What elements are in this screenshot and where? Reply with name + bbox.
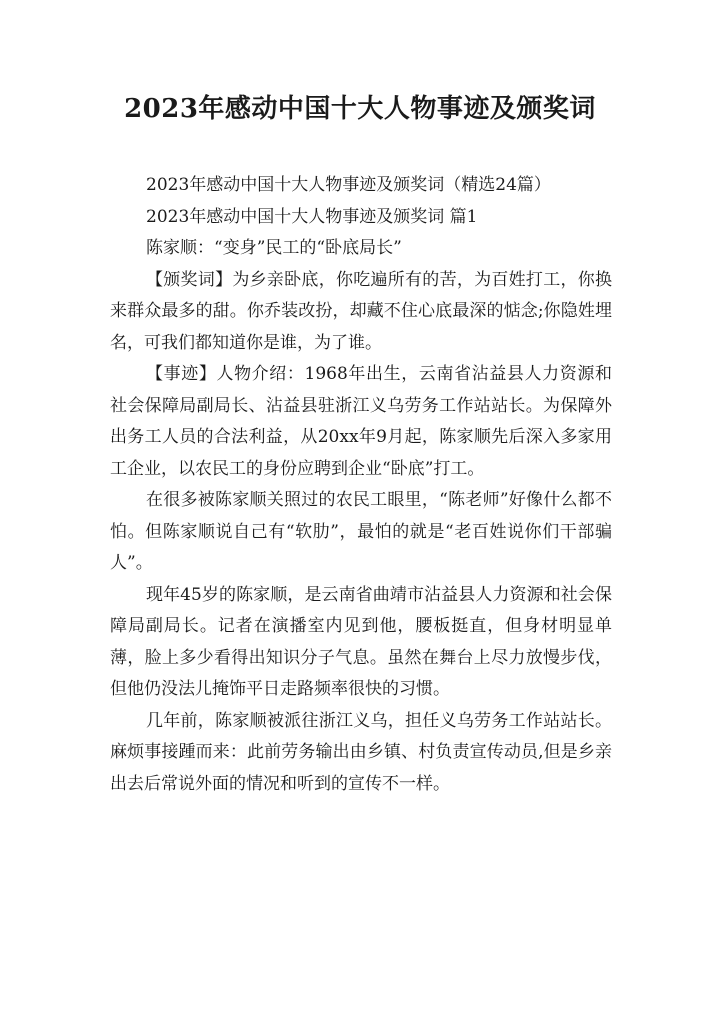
person-heading: 陈家顺：“变身”民工的“卧底局长” [146, 238, 402, 258]
document-title: 2023年感动中国十大人物事迹及颁奖词 [124, 94, 596, 124]
body-paragraph: 几年前，陈家顺被派往浙江义乌，担任义乌劳务工作站站长。麻烦事接踵而来：此前劳务输出由乡镇、村负责宣传动员,但是乡亲出去后常说外面的情况和听到的宣传不一样。 [110, 710, 612, 794]
body-paragraph: 在很多被陈家顺关照过的农民工眼里，“陈老师”好像什么都不怕。但陈家顺说自己有“软肋”，最怕的就是“老百姓说你们干部骗人”。 [110, 490, 612, 573]
award-citation-paragraph: 【颁奖词】为乡亲卧底，你吃遍所有的苦，为百姓打工，你换来群众最多的甜。你乔装改扮，却藏不住心底最深的惦念;你隐姓埋名，可我们都知道你是谁，为了谁。 [110, 269, 612, 353]
document-body [110, 170, 612, 800]
body-paragraph: 现年45岁的陈家顺，是云南省曲靖市沾益县人力资源和社会保障局副局长。记者在演播室内见到他，腰板挺直，但身材明显单薄，脸上多少看得出知识分子气息。虽然在舞台上尽力放慢步伐，但他仍没法儿掩饰平日走路频率很快的习惯。 [110, 584, 612, 699]
subtitle-paragraph: 2023年感动中国十大人物事迹及颁奖词（精选24篇） [146, 175, 551, 195]
deeds-paragraph: 【事迹】人物介绍：1968年出生，云南省沾益县人力资源和社会保障局副局长、沾益县驻浙江义乌劳务工作站站长。为保障外出务工人员的合法利益，从20xx年9月起，陈家顺先后深入多家用工企业，以农民工的身份应聘到企业“卧底”打工。 [110, 364, 612, 479]
section-heading: 2023年感动中国十大人物事迹及颁奖词 篇1 [146, 206, 478, 227]
